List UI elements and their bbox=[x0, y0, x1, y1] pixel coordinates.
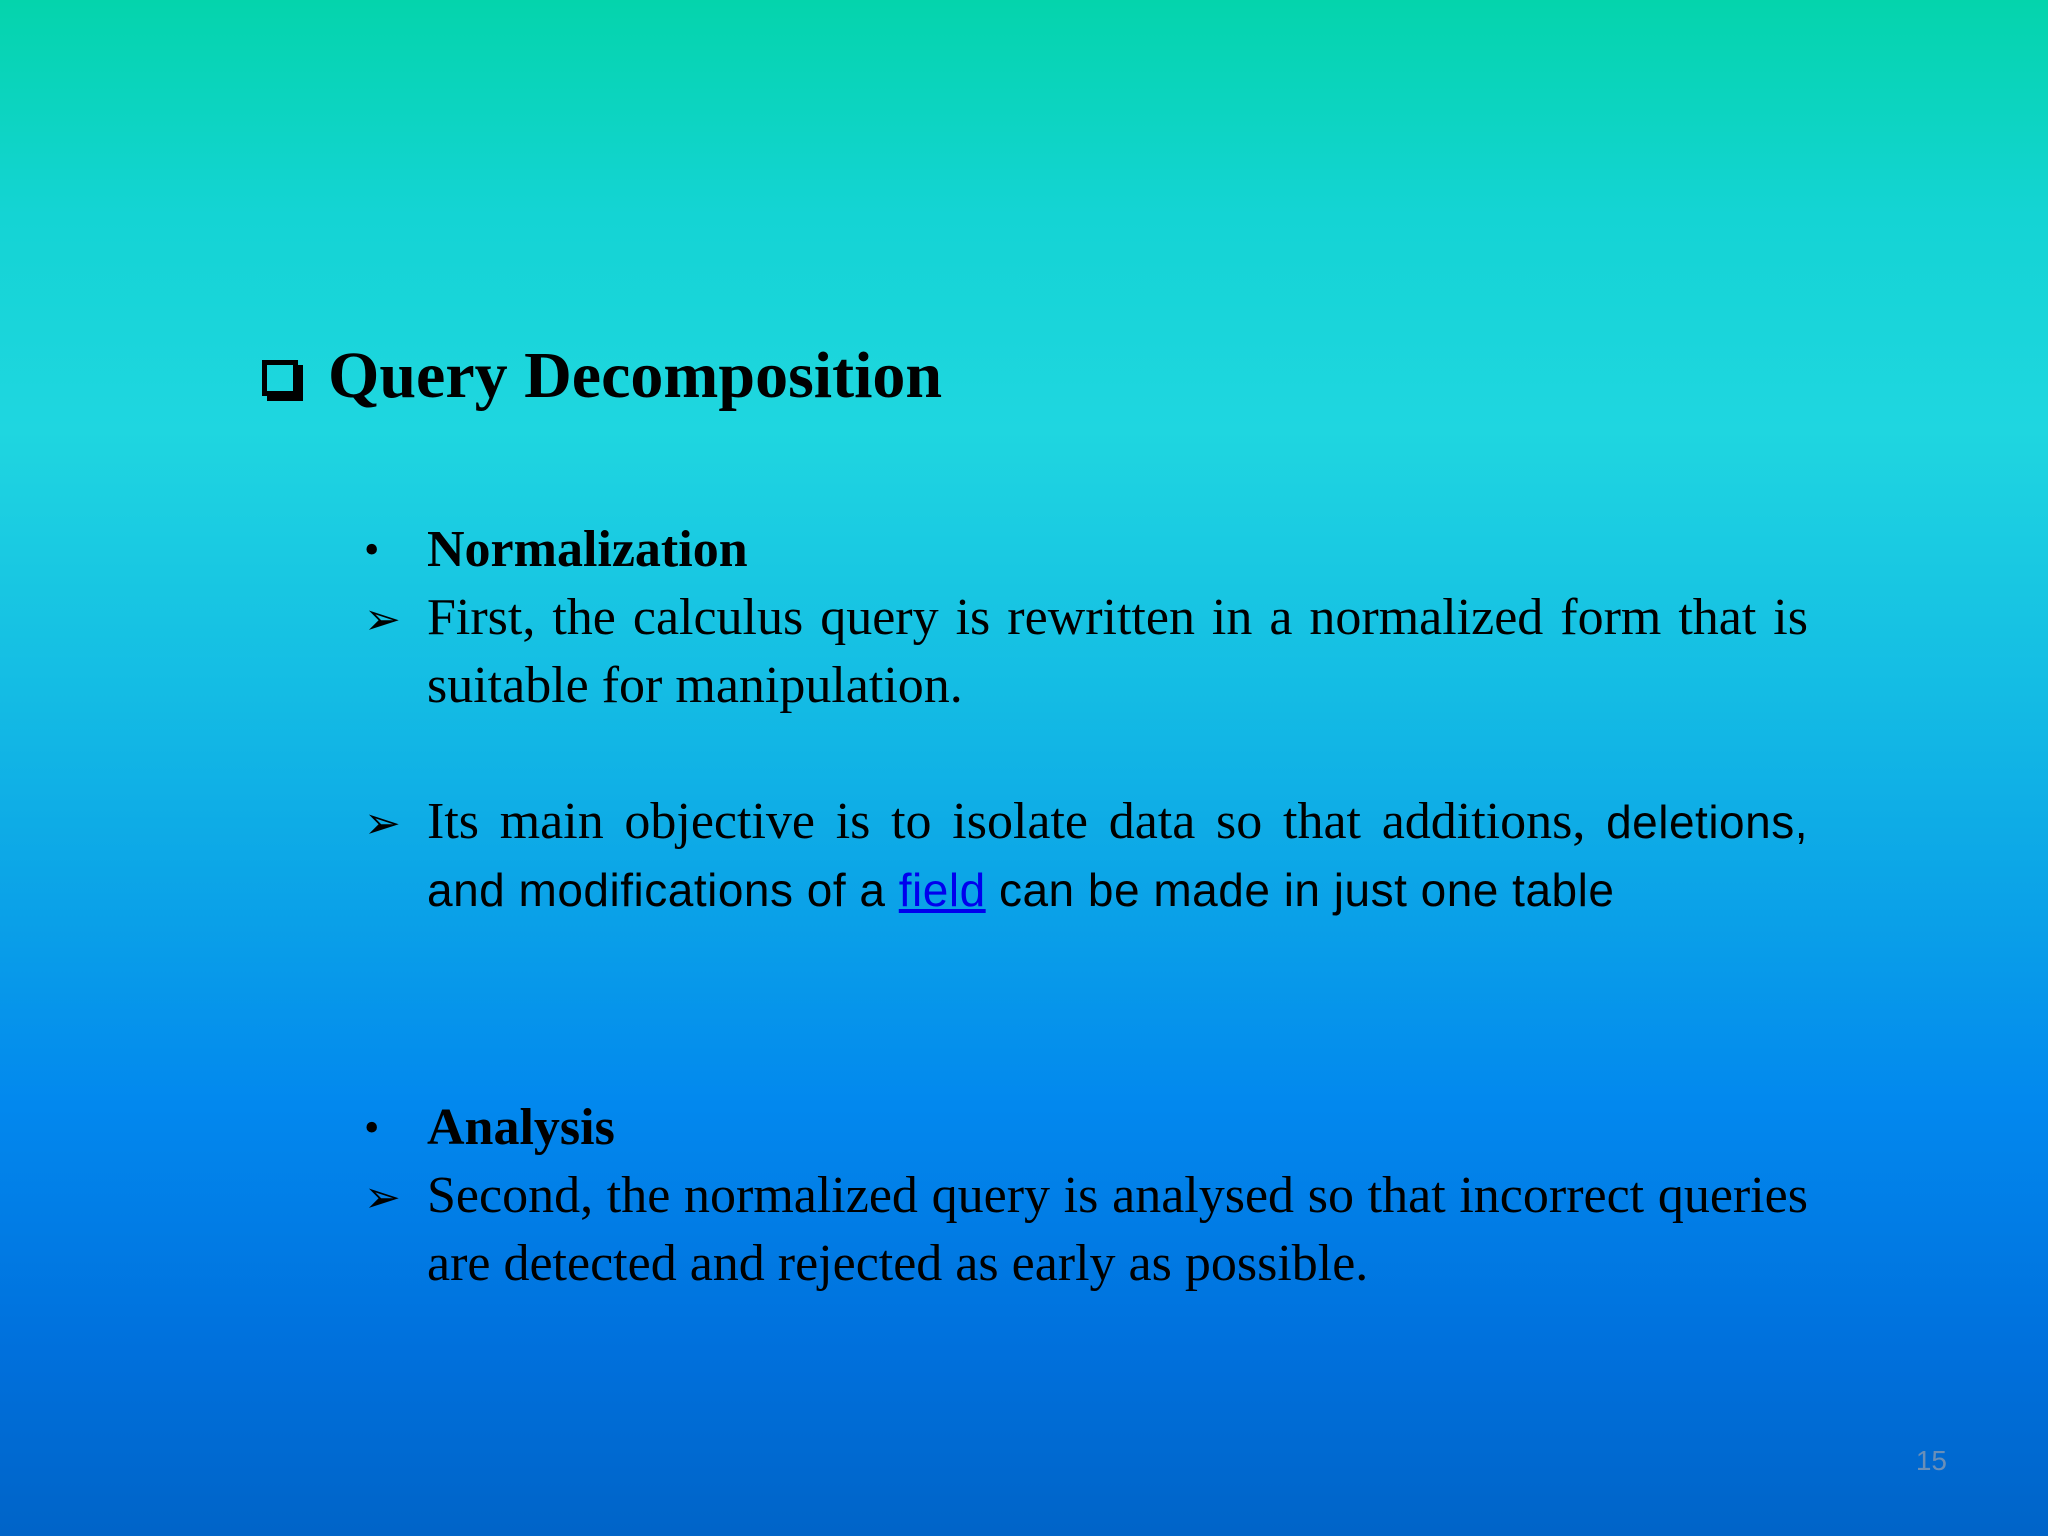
list-item bbox=[360, 1162, 1808, 1298]
list-item-text bbox=[427, 788, 1808, 924]
bullet-dot-icon: • bbox=[364, 525, 380, 574]
list-item-text-sans: deletions, and modifications of a bbox=[427, 796, 1808, 916]
list-item-text-serif: Its main objective is to isolate data so that additions, bbox=[427, 793, 1607, 850]
list-item-text: First, the calculus query is rewritten in a normalized form that is suitable for manipulation. bbox=[427, 589, 1808, 714]
arrow-bullet-icon: ➢ bbox=[364, 1172, 401, 1223]
section-heading-text: Normalization bbox=[427, 521, 748, 578]
list-item-text-sans: can be made in just one table bbox=[985, 864, 1615, 916]
section-heading-text: Analysis bbox=[427, 1099, 615, 1156]
page-number: 15 bbox=[1915, 1445, 1947, 1476]
section-heading-analysis bbox=[360, 1094, 1808, 1162]
field-link[interactable]: field bbox=[898, 864, 986, 916]
list-item bbox=[360, 788, 1808, 924]
arrow-bullet-icon: ➢ bbox=[364, 594, 401, 645]
slide-title-text: Query Decomposition bbox=[328, 339, 943, 412]
arrow-bullet-icon: ➢ bbox=[364, 798, 401, 849]
list-item bbox=[360, 584, 1808, 720]
list-item-text: Second, the normalized query is analysed so that incorrect queries are detected and rejected as early as possible. bbox=[427, 1167, 1808, 1292]
bullet-dot-icon: • bbox=[364, 1103, 380, 1152]
section-heading-normalization bbox=[360, 516, 1808, 584]
